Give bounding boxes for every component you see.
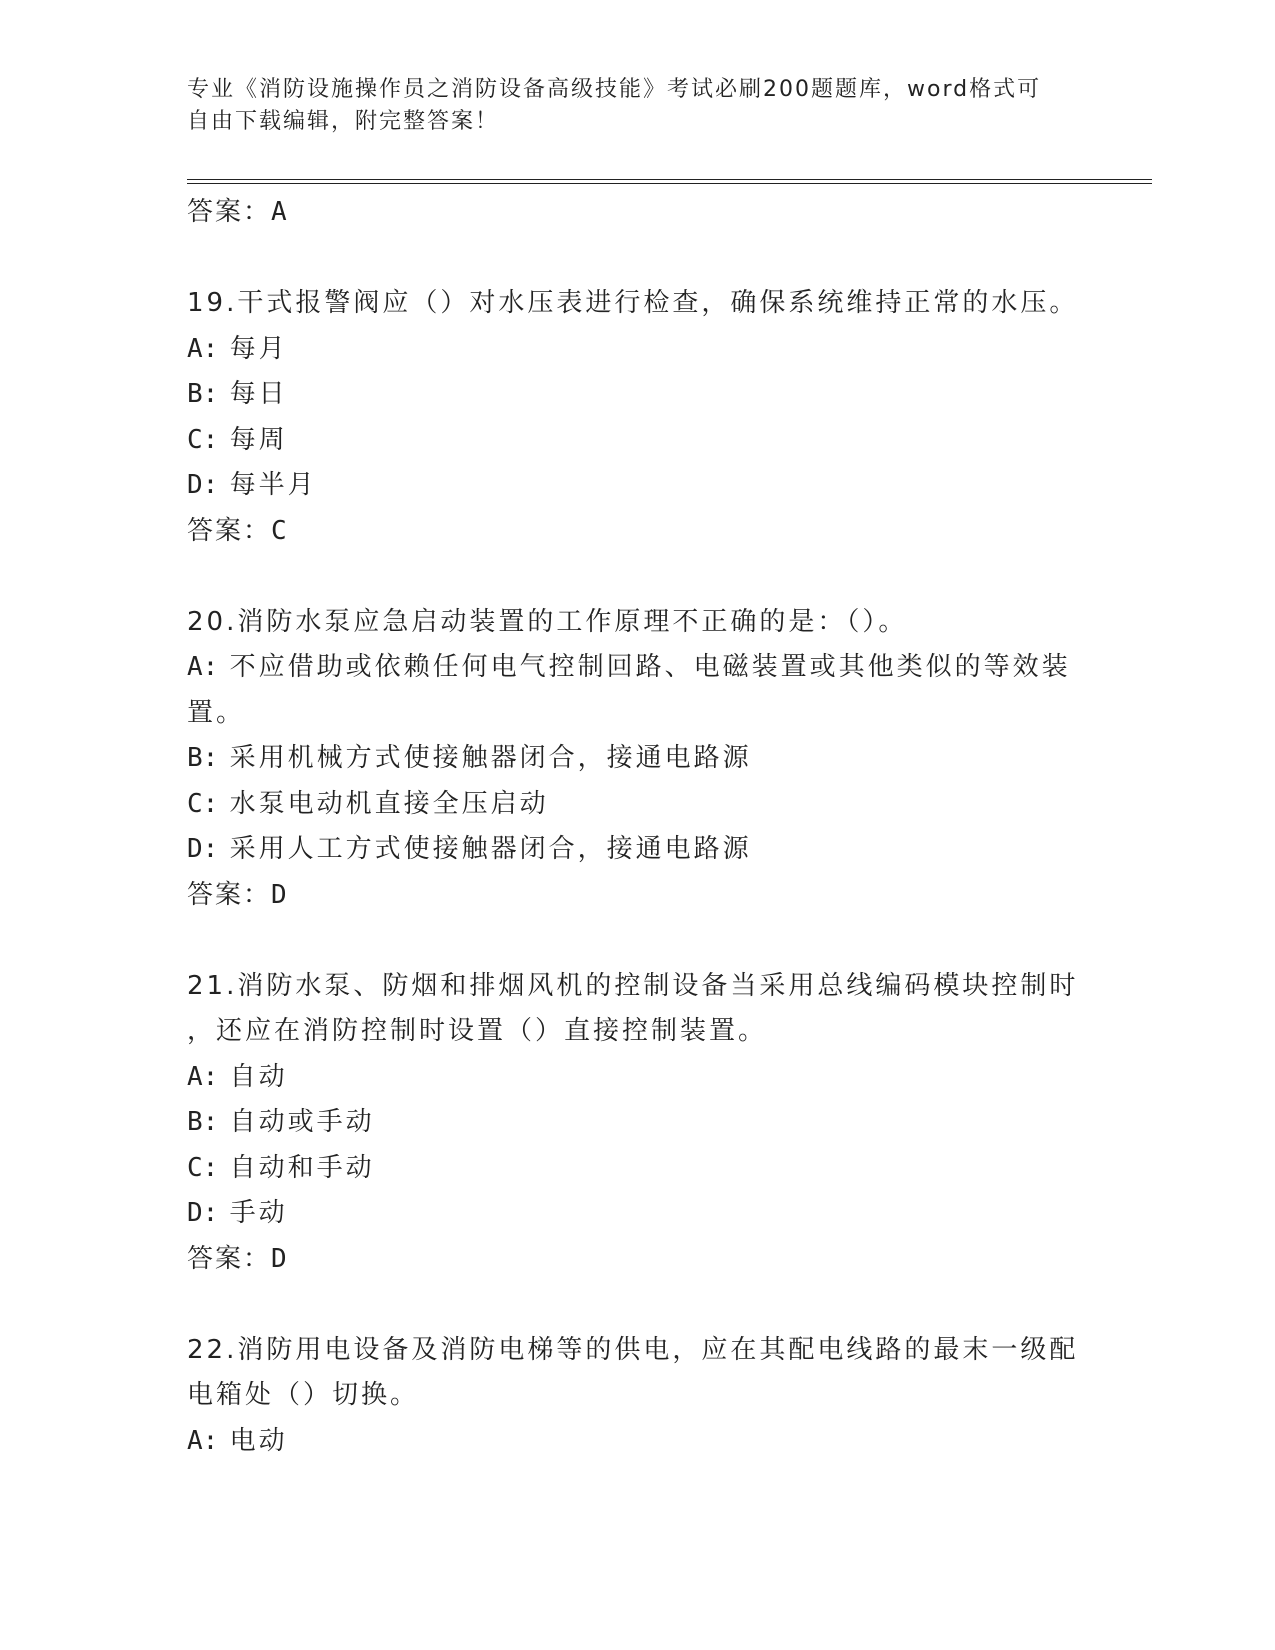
answer-label: 答案： (187, 515, 272, 546)
question-stem-continuation: 电箱处（）切换。 (187, 1380, 420, 1410)
option-text: 自动或手动 (229, 1107, 375, 1137)
question-22 (187, 1328, 1077, 1465)
option-d (187, 827, 1077, 873)
option-text: 手动 (229, 1198, 288, 1228)
option-key: D: (187, 834, 219, 864)
question-stem-continuation: ，还应在消防控制时设置（）直接控制装置。 (187, 1016, 768, 1046)
question-answer (187, 873, 1077, 919)
option-text: 自动 (229, 1061, 288, 1092)
question-stem: 21.消防水泵、防烟和排烟风机的控制设备当采用总线编码模块控制时 (187, 970, 1079, 1001)
question-19 (187, 281, 1077, 554)
option-c (187, 1146, 1077, 1192)
option-a (187, 1055, 1077, 1101)
option-key: D: (187, 470, 219, 500)
question-stem: 19.干式报警阀应（）对水压表进行检查，确保系统维持正常的水压。 (187, 288, 1079, 318)
answer-value: C (271, 515, 287, 546)
option-text: 不应借助或依赖任何电气控制回路、电磁装置或其他类似的等效装 (229, 652, 1071, 682)
option-key: A: (187, 333, 219, 364)
answer-value: D (271, 1243, 287, 1274)
previous-answer (187, 190, 1077, 236)
option-a (187, 1419, 1077, 1465)
header-divider-top (187, 179, 1152, 180)
option-key: C: (187, 788, 219, 819)
option-text: 每月 (229, 333, 288, 364)
option-key: C: (187, 424, 219, 455)
spacer (187, 236, 1077, 282)
option-text: 采用机械方式使接触器闭合，接通电路源 (229, 743, 752, 773)
option-key: C: (187, 1152, 219, 1183)
option-b (187, 372, 1077, 418)
document-header (187, 74, 1067, 138)
option-d (187, 1191, 1077, 1237)
header-line-1: 专业《消防设施操作员之消防设备高级技能》考试必刷200题题库，word格式可 (187, 77, 1042, 102)
option-text: 每日 (229, 379, 288, 409)
option-a-continuation: 置。 (187, 697, 246, 728)
answer-value: D (271, 879, 287, 910)
option-c (187, 418, 1077, 464)
option-text: 采用人工方式使接触器闭合，接通电路源 (229, 834, 752, 864)
header-line-2: 自由下载编辑，附完整答案！ (187, 109, 500, 134)
option-a (187, 327, 1077, 373)
question-20 (187, 600, 1077, 919)
option-text: 每周 (229, 424, 288, 455)
option-key: D: (187, 1198, 219, 1228)
question-content (187, 190, 1077, 1464)
spacer (187, 554, 1077, 600)
option-key: B: (187, 379, 219, 409)
spacer (187, 1282, 1077, 1328)
option-b (187, 1100, 1077, 1146)
answer-label: 答案： (187, 197, 272, 227)
answer-label: 答案： (187, 1243, 272, 1274)
question-21 (187, 964, 1077, 1283)
option-key: A: (187, 1425, 219, 1456)
question-answer (187, 1237, 1077, 1283)
option-a (187, 645, 1077, 691)
option-c (187, 782, 1077, 828)
answer-value: A (271, 197, 287, 227)
option-text: 水泵电动机直接全压启动 (229, 788, 549, 819)
option-key: A: (187, 1061, 219, 1092)
option-text: 自动和手动 (229, 1152, 375, 1183)
option-text: 每半月 (229, 470, 317, 500)
option-d (187, 463, 1077, 509)
spacer (187, 918, 1077, 964)
option-text: 电动 (229, 1425, 288, 1456)
question-answer (187, 509, 1077, 555)
header-divider-bottom (187, 183, 1152, 184)
option-key: A: (187, 652, 219, 682)
option-b (187, 736, 1077, 782)
question-stem: 22.消防用电设备及消防电梯等的供电，应在其配电线路的最末一级配 (187, 1334, 1079, 1365)
question-stem: 20.消防水泵应急启动装置的工作原理不正确的是：（）。 (187, 606, 908, 637)
option-key: B: (187, 1107, 219, 1137)
answer-label: 答案： (187, 879, 272, 910)
option-key: B: (187, 743, 219, 773)
